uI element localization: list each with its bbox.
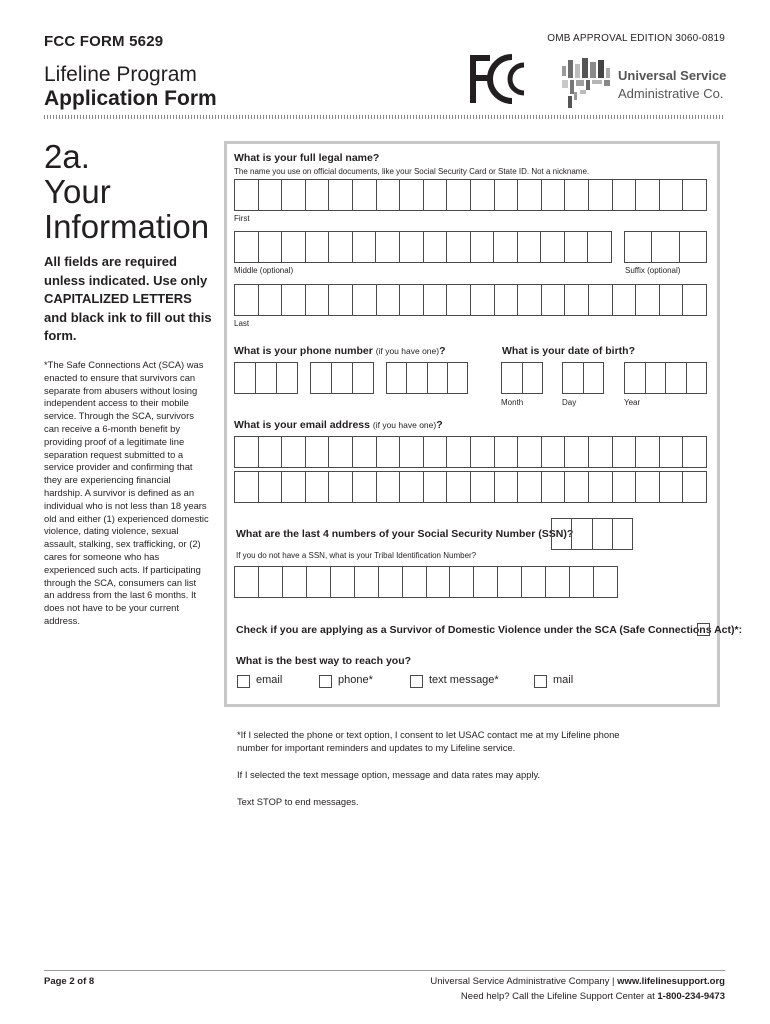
- fcc-logo: [466, 51, 532, 107]
- contact-email-checkbox[interactable]: [237, 675, 250, 688]
- dob-year-field[interactable]: [624, 362, 707, 394]
- contact-email-label: email: [256, 674, 283, 686]
- month-label: Month: [501, 398, 524, 407]
- year-label: Year: [624, 398, 641, 407]
- ssn-field[interactable]: [551, 518, 633, 550]
- footer-url[interactable]: www.lifelinesupport.org: [617, 976, 725, 987]
- first-name-label: First: [234, 214, 250, 223]
- tribal-question: If you do not have a SSN, what is your Tribal Identification Number?: [236, 551, 477, 560]
- sca-footnote: *The Safe Connections Act (SCA) was enacted to ensure that survivors can separate from abusers without losing independent access to their mobile service. Through the SCA, survivors can receive a 6-month benefit by providing proof of a legitimate line separation request submitted to a service provider and confirming that they are experiencing financial hardship. A survivor is defined as an individual who is not less than 18 years old and either (1) experienced domestic violence, dating violence, sexual assault, stalking, sex trafficking, or (2) cares for someone who has experienced such acts. If participating through the SCA, consumers can list an address from the last 6 months. It does not have to be your current address.: [44, 359, 209, 626]
- last-name-label: Last: [234, 319, 250, 328]
- header-divider: [44, 115, 725, 119]
- name-question: What is your full legal name?: [234, 152, 380, 164]
- section-number: 2a.: [44, 138, 90, 175]
- instructions: All fields are required unless indicated. Use only CAPITALIZED LETTERS and black ink to fill out this form.: [44, 254, 212, 343]
- phone-question: What is your phone number (if you have one)?: [234, 345, 446, 357]
- contact-text-label: text message*: [429, 674, 499, 686]
- phone-prefix-field[interactable]: [310, 362, 374, 394]
- omb-approval: OMB APPROVAL EDITION 3060-0819: [547, 33, 725, 44]
- form-number: FCC FORM 5629: [44, 33, 164, 50]
- contact-text-checkbox[interactable]: [410, 675, 423, 688]
- contact-mail-label: mail: [553, 674, 574, 686]
- name-hint: The name you use on official documents, like your Social Security Card or State ID. Not a nickname.: [234, 167, 590, 176]
- tribal-id-field[interactable]: [234, 566, 618, 598]
- footer-phone: 1-800-234-9473: [657, 991, 725, 1002]
- dob-month-field[interactable]: [501, 362, 543, 394]
- consent-line3: Text STOP to end messages.: [237, 796, 359, 807]
- footer-divider: [44, 970, 725, 971]
- suffix-label: Suffix (optional): [625, 266, 681, 275]
- usac-name-line2: Administrative Co.: [618, 86, 724, 101]
- contact-mail-checkbox[interactable]: [534, 675, 547, 688]
- dob-question: What is your date of birth?: [502, 345, 635, 357]
- middle-name-label: Middle (optional): [234, 266, 294, 275]
- consent-line2: If I selected the text message option, message and data rates may apply.: [237, 769, 541, 780]
- suffix-field[interactable]: [624, 231, 707, 263]
- email-field-line1[interactable]: [234, 436, 707, 468]
- last-name-field[interactable]: [234, 284, 707, 316]
- section-title-line2: Information: [44, 208, 210, 245]
- section-title-line1: Your: [44, 173, 111, 210]
- usac-name-line1: Universal Service: [618, 68, 727, 83]
- footer-company: Universal Service Administrative Company | www.lifelinesupport.org: [430, 976, 725, 987]
- email-optional-note: (if you have one): [372, 420, 437, 430]
- middle-name-field[interactable]: [234, 231, 612, 263]
- form-title-line1: Lifeline Program: [44, 63, 197, 86]
- sca-checkbox[interactable]: [697, 623, 710, 636]
- section-title: [44, 139, 224, 244]
- phone-optional-note: (if you have one): [375, 346, 440, 356]
- day-label: Day: [562, 398, 577, 407]
- page-number: Page 2 of 8: [44, 976, 95, 987]
- footer-help: Need help? Call the Lifeline Support Center at 1-800-234-9473: [460, 991, 725, 1002]
- first-name-field[interactable]: [234, 179, 707, 211]
- email-question: What is your email address (if you have one)?: [234, 419, 443, 431]
- phone-area-code-field[interactable]: [234, 362, 298, 394]
- form-title-line2: Application Form: [44, 87, 217, 110]
- contact-phone-label: phone*: [338, 674, 373, 686]
- ssn-question: What are the last 4 numbers of your Social Security Number (SSN)?: [236, 528, 574, 540]
- email-field-line2[interactable]: [234, 471, 707, 503]
- consent-text: [237, 728, 647, 808]
- usac-logo-mark: [560, 56, 612, 112]
- dob-day-field[interactable]: [562, 362, 604, 394]
- sca-check-question: Check if you are applying as a Survivor of Domestic Violence under the SCA (Safe Connections Act)*:: [236, 624, 743, 636]
- contact-phone-checkbox[interactable]: [319, 675, 332, 688]
- contact-question: What is the best way to reach you?: [236, 655, 412, 667]
- consent-line1: *If I selected the phone or text option, I consent to let USAC contact me at my Lifeline phone number for important reminders and updates to my Lifeline service.: [237, 729, 620, 753]
- phone-line-field[interactable]: [386, 362, 468, 394]
